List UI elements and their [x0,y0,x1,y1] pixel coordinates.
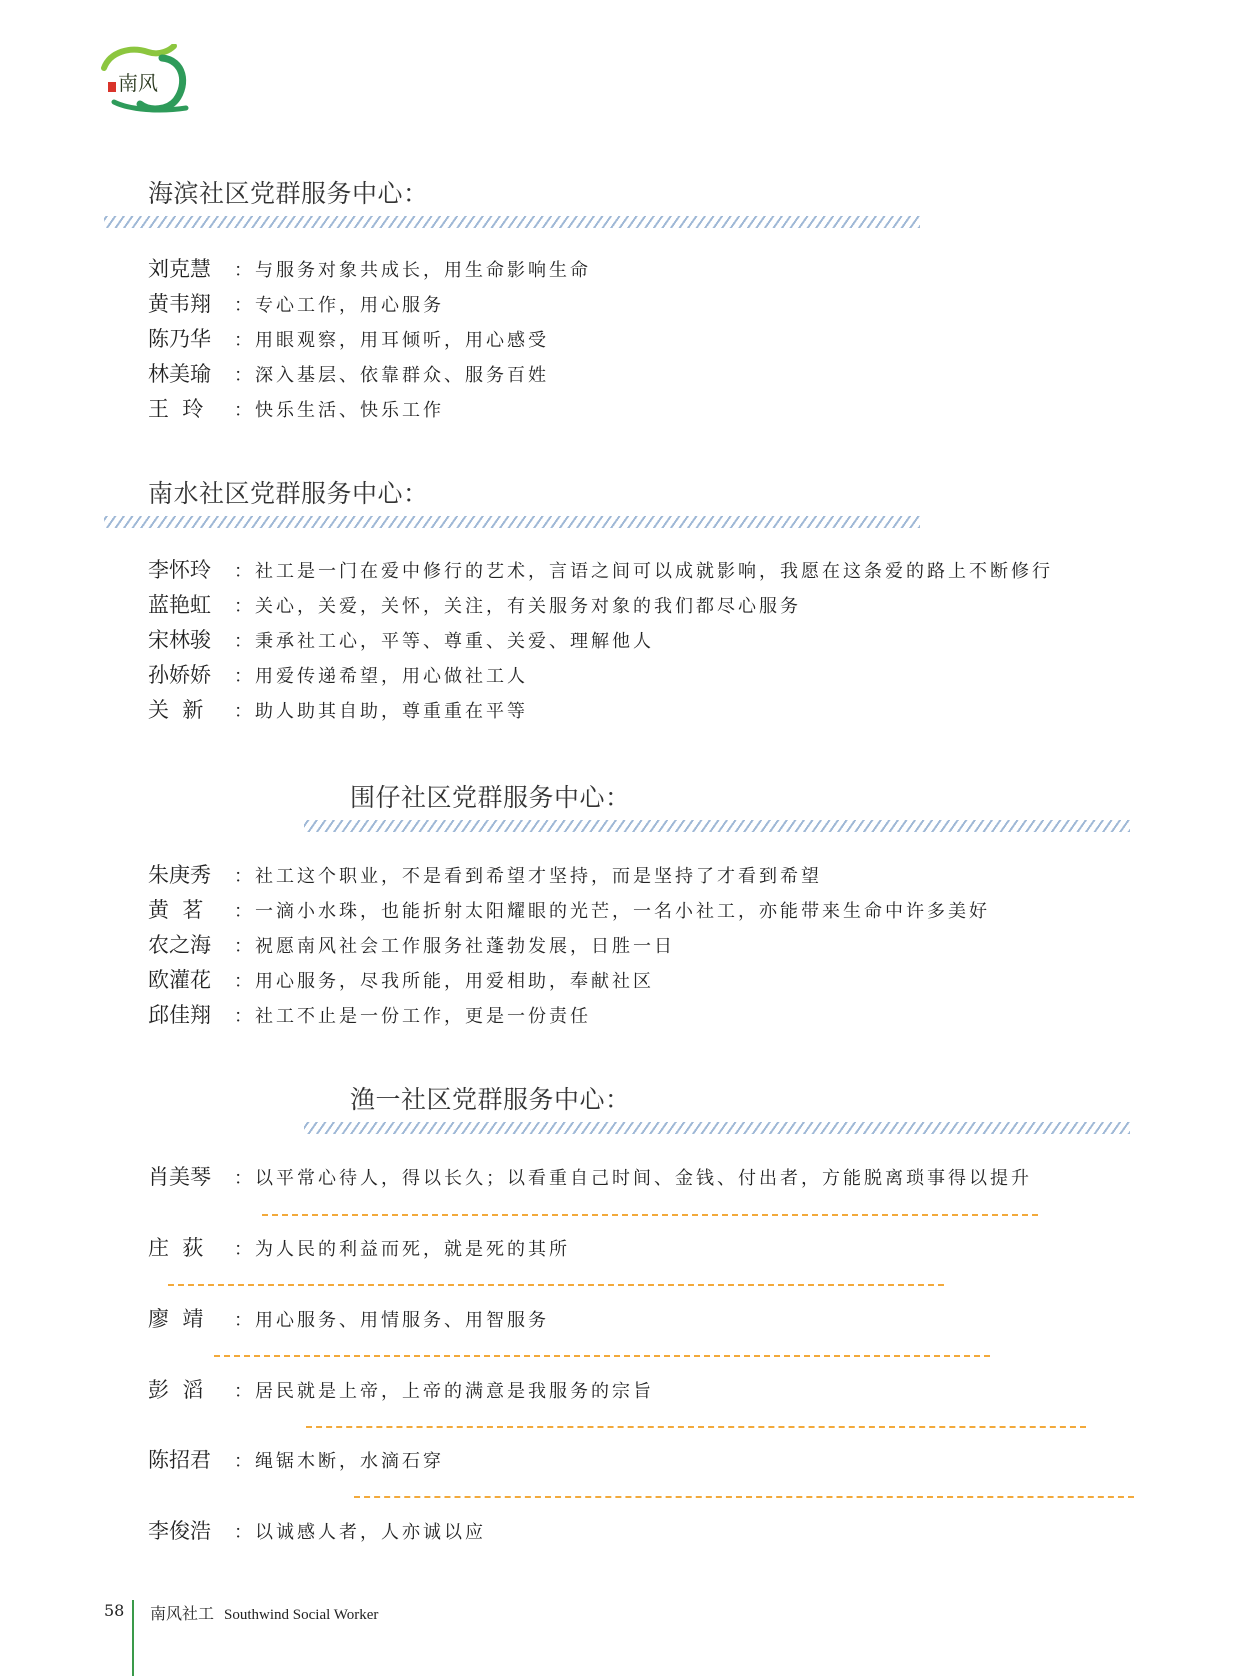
hatch-divider [304,1122,1130,1134]
member-name: 肖美琴 [148,1165,211,1189]
member-name: 孙娇娇 [148,663,211,687]
page-number: 58 [104,1601,125,1620]
member-quote: ：用心服务，尽我所能，用爱相助，奉献社区 [234,971,654,992]
hatch-divider [104,216,920,228]
member-name: 宋林骏 [148,628,211,652]
dashed-divider [306,1426,1086,1428]
list-item [148,289,444,319]
member-quote: ：专心工作，用心服务 [234,295,444,316]
footer-divider [132,1600,134,1676]
nanfeng-logo-icon [100,44,190,116]
member-quote: ：绳锯木断，水滴石穿 [234,1451,444,1472]
list-item [148,324,549,354]
member-quote: ：用爱传递希望，用心做社工人 [234,666,528,687]
member-name: 欧灌花 [148,968,211,992]
member-name: 邱佳翔 [148,1003,211,1027]
member-quote: ：一滴小水珠，也能折射太阳耀眼的光芒，一名小社工，亦能带来生命中许多美好 [234,901,990,922]
member-quote: ：社工不止是一份工作，更是一份责任 [234,1006,591,1027]
member-name: 农之海 [148,933,211,957]
member-name: 庄 荻 [148,1236,204,1260]
member-name: 黄韦翔 [148,292,211,316]
member-name: 陈乃华 [148,327,211,351]
member-quote: ：用心服务、用情服务、用智服务 [234,1310,549,1331]
member-name: 廖 靖 [148,1307,204,1331]
member-name: 黄 茗 [148,898,204,922]
list-item [148,695,528,725]
dashed-divider [354,1496,1134,1498]
list-item [148,625,654,655]
member-quote: ：用眼观察，用耳倾听，用心感受 [234,330,549,351]
hatch-divider [304,820,1130,832]
logo-text: 南风 [118,71,158,95]
member-quote: ：为人民的利益而死，就是死的其所 [234,1239,570,1260]
list-item [148,1162,1032,1192]
list-item [148,1233,570,1263]
list-item [148,860,822,890]
member-quote: ：与服务对象共成长，用生命影响生命 [234,260,591,281]
member-name: 朱庚秀 [148,863,211,887]
member-quote: ：关心，关爱，关怀，关注，有关服务对象的我们都尽心服务 [234,596,801,617]
member-name: 陈招君 [148,1448,211,1472]
list-item [148,555,1053,585]
list-item [148,254,591,284]
member-name: 蓝艳虹 [148,593,211,617]
list-item [148,590,801,620]
member-name: 林美瑜 [148,362,211,386]
member-name: 李怀玲 [148,558,211,582]
list-item [148,660,528,690]
member-name: 关 新 [148,698,204,722]
section-title: 围仔社区党群服务中心： [350,783,631,812]
list-item [148,1375,654,1405]
list-item [148,1445,444,1475]
member-name: 李俊浩 [148,1519,211,1543]
member-name: 刘克慧 [148,257,211,281]
member-quote: ：社工这个职业，不是看到希望才坚持，而是坚持了才看到希望 [234,866,822,887]
member-quote: ：深入基层、依靠群众、服务百姓 [234,365,549,386]
member-quote: ：社工是一门在爱中修行的艺术，言语之间可以成就影响，我愿在这条爱的路上不断修行 [234,561,1053,582]
list-item [148,394,444,424]
magazine-name-en: Southwind Social Worker [224,1607,379,1623]
list-item [148,1304,549,1334]
member-quote: ：助人助其自助，尊重重在平等 [234,701,528,722]
list-item [148,965,654,995]
dashed-divider [214,1355,990,1357]
member-name: 王 玲 [148,397,204,421]
member-quote: ：居民就是上帝，上帝的满意是我服务的宗旨 [234,1381,654,1402]
list-item [148,895,990,925]
list-item [148,359,549,389]
magazine-name-cn: 南风社工 [150,1604,215,1623]
member-name: 彭 滔 [148,1378,204,1402]
list-item [148,1516,486,1546]
magazine-name [150,1601,378,1624]
member-quote: ：以诚感人者，人亦诚以应 [234,1522,486,1543]
list-item [148,930,675,960]
member-quote: ：以平常心待人，得以长久；以看重自己时间、金钱、付出者，方能脱离琐事得以提升 [234,1168,1032,1189]
member-quote: ：快乐生活、快乐工作 [234,400,444,421]
dashed-divider [168,1284,944,1286]
section-title: 南水社区党群服务中心： [148,479,429,508]
dashed-divider [262,1214,1038,1216]
section-title: 渔一社区党群服务中心： [350,1085,631,1114]
member-quote: ：秉承社工心，平等、尊重、关爱、理解他人 [234,631,654,652]
hatch-divider [104,516,920,528]
section-title: 海滨社区党群服务中心： [148,179,429,208]
nanfeng-logo [100,44,190,116]
member-quote: ：祝愿南风社会工作服务社蓬勃发展，日胜一日 [234,936,675,957]
list-item [148,1000,591,1030]
